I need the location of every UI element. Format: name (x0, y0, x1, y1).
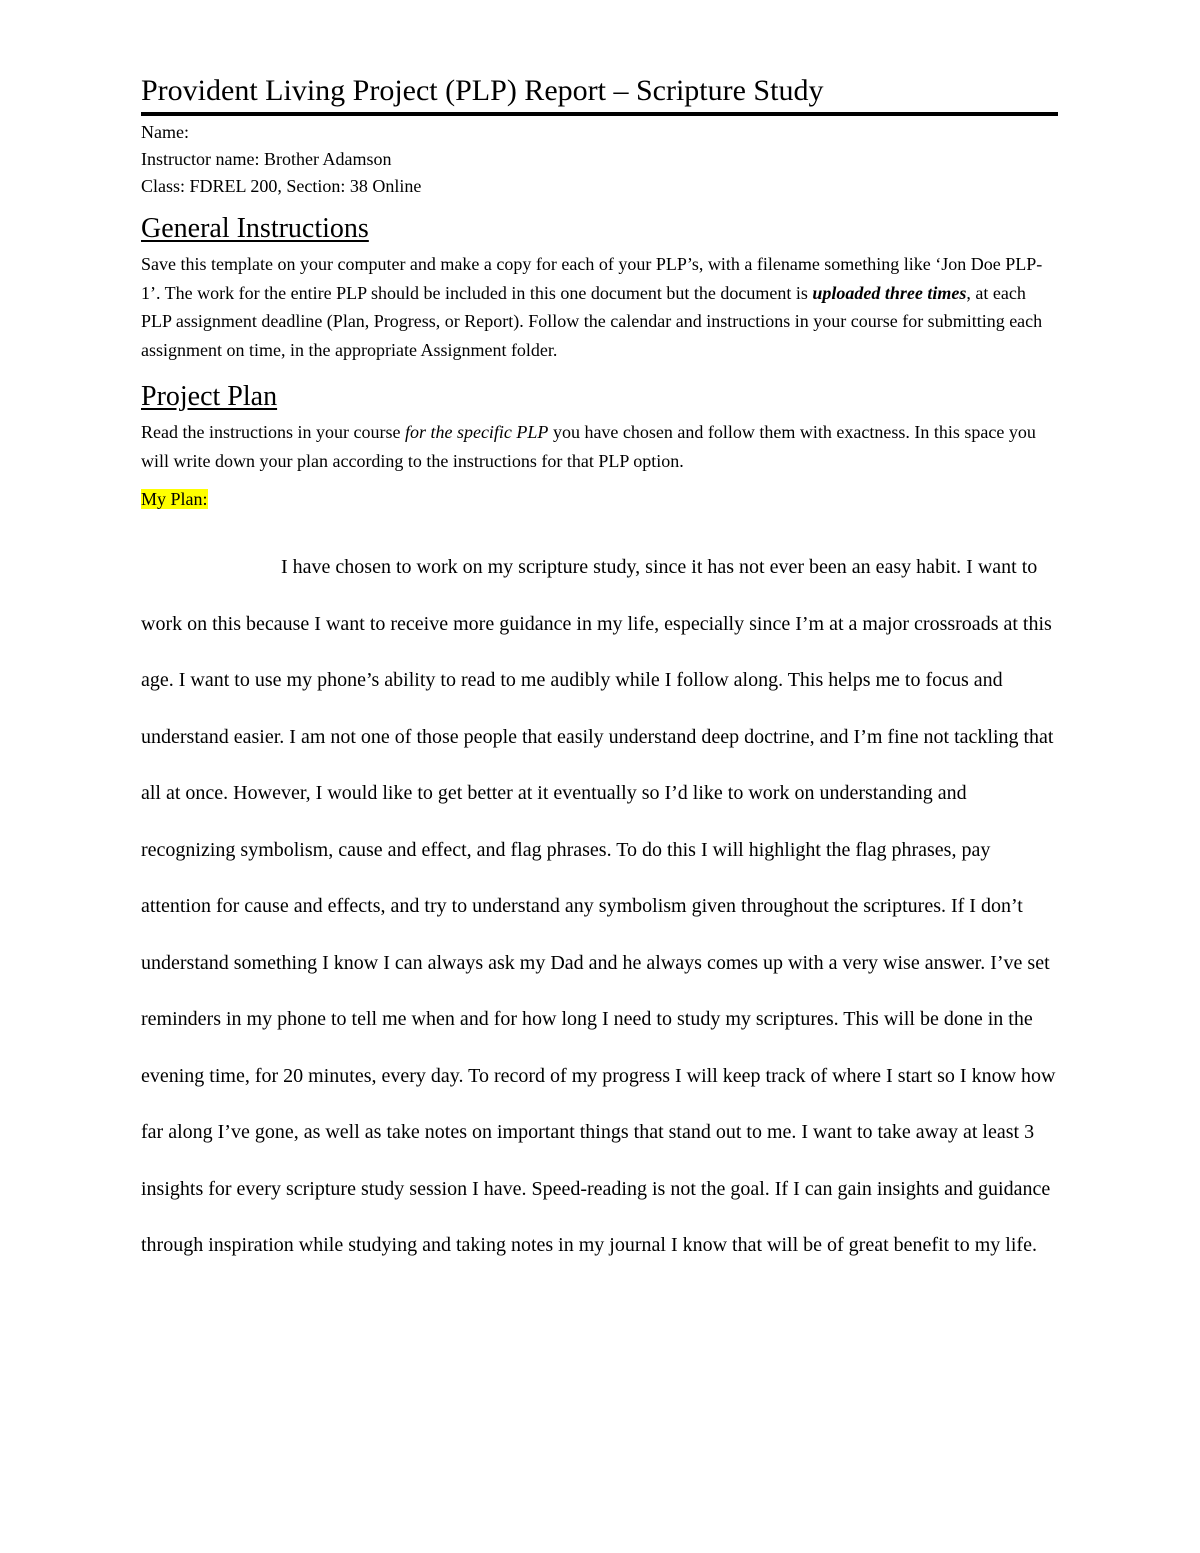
project-plan-text-part-1: Read the instructions in your course (141, 422, 405, 442)
name-line: Name: (141, 122, 189, 142)
my-plan-label-row (141, 485, 1058, 513)
uploaded-three-times-emphasis: uploaded three times (812, 282, 967, 303)
class-line: Class: FDREL 200, Section: 38 Online (141, 176, 422, 196)
project-plan-instructions (141, 418, 1058, 475)
general-instructions-text-part-2: , at each PLP assignment deadline (Plan, Progress, or Report). Follow the calendar and instructions in your course for submitting each assignment on time, in the appropriate Assignment folder. (141, 282, 1043, 360)
document-page (141, 72, 1058, 1294)
general-instructions-heading: General Instructions (141, 213, 369, 244)
instructor-line: Instructor name: Brother Adamson (141, 149, 392, 169)
student-info (141, 119, 1058, 200)
my-plan-label: My Plan: (141, 489, 208, 509)
plan-essay: I have chosen to work on my scripture study, since it has not ever been an easy habit. I want to work on this because I want to receive more guidance in my life, especially since I’m at a major crossroads at this age. I want to use my phone’s ability to read to me audibly while I follow along. This helps me to focus and understand easier. I am not one of those people that easily understand deep doctrine, and I’m fine not tackling that all at once. However, I would like to get better at it eventually so I’d like to work on understanding and recognizing symbolism, cause and effect, and flag phrases. To do this I will highlight the flag phrases, pay attention for cause and effects, and try to understand any symbolism given throughout the scriptures. If I don’t understand something I know I can always ask my Dad and he always comes up with a very wise answer. I’ve set reminders in my phone to tell me when and for how long I need to study my scriptures. This will be done in the evening time, for 20 minutes, every day. To record of my progress I will keep track of where I start so I know how far along I’ve gone, as well as take notes on important things that stand out to me. I want to take away at least 3 insights for every scripture study session I have. Speed-reading is not the goal. If I can gain insights and guidance through inspiration while studying and taking notes in my journal I know that will be of great benefit to my life. (141, 556, 1056, 1256)
general-instructions-text-part-1: Save this template on your computer and make a copy for each of your PLP’s, with a filename something like ‘Jon Doe PLP-1’. The work for the entire PLP should be included in this one document but the document is (141, 254, 1043, 303)
project-plan-heading: Project Plan (141, 381, 278, 412)
document-title: Provident Living Project (PLP) Report – Scripture Study (141, 72, 1058, 116)
project-plan-text-part-2: you have chosen and follow them with exactness. In this space you will write down your plan according to the instructions for that PLP option. (141, 422, 1036, 471)
specific-plp-emphasis: for the specific PLP (404, 422, 549, 442)
general-instructions-text (141, 250, 1058, 364)
